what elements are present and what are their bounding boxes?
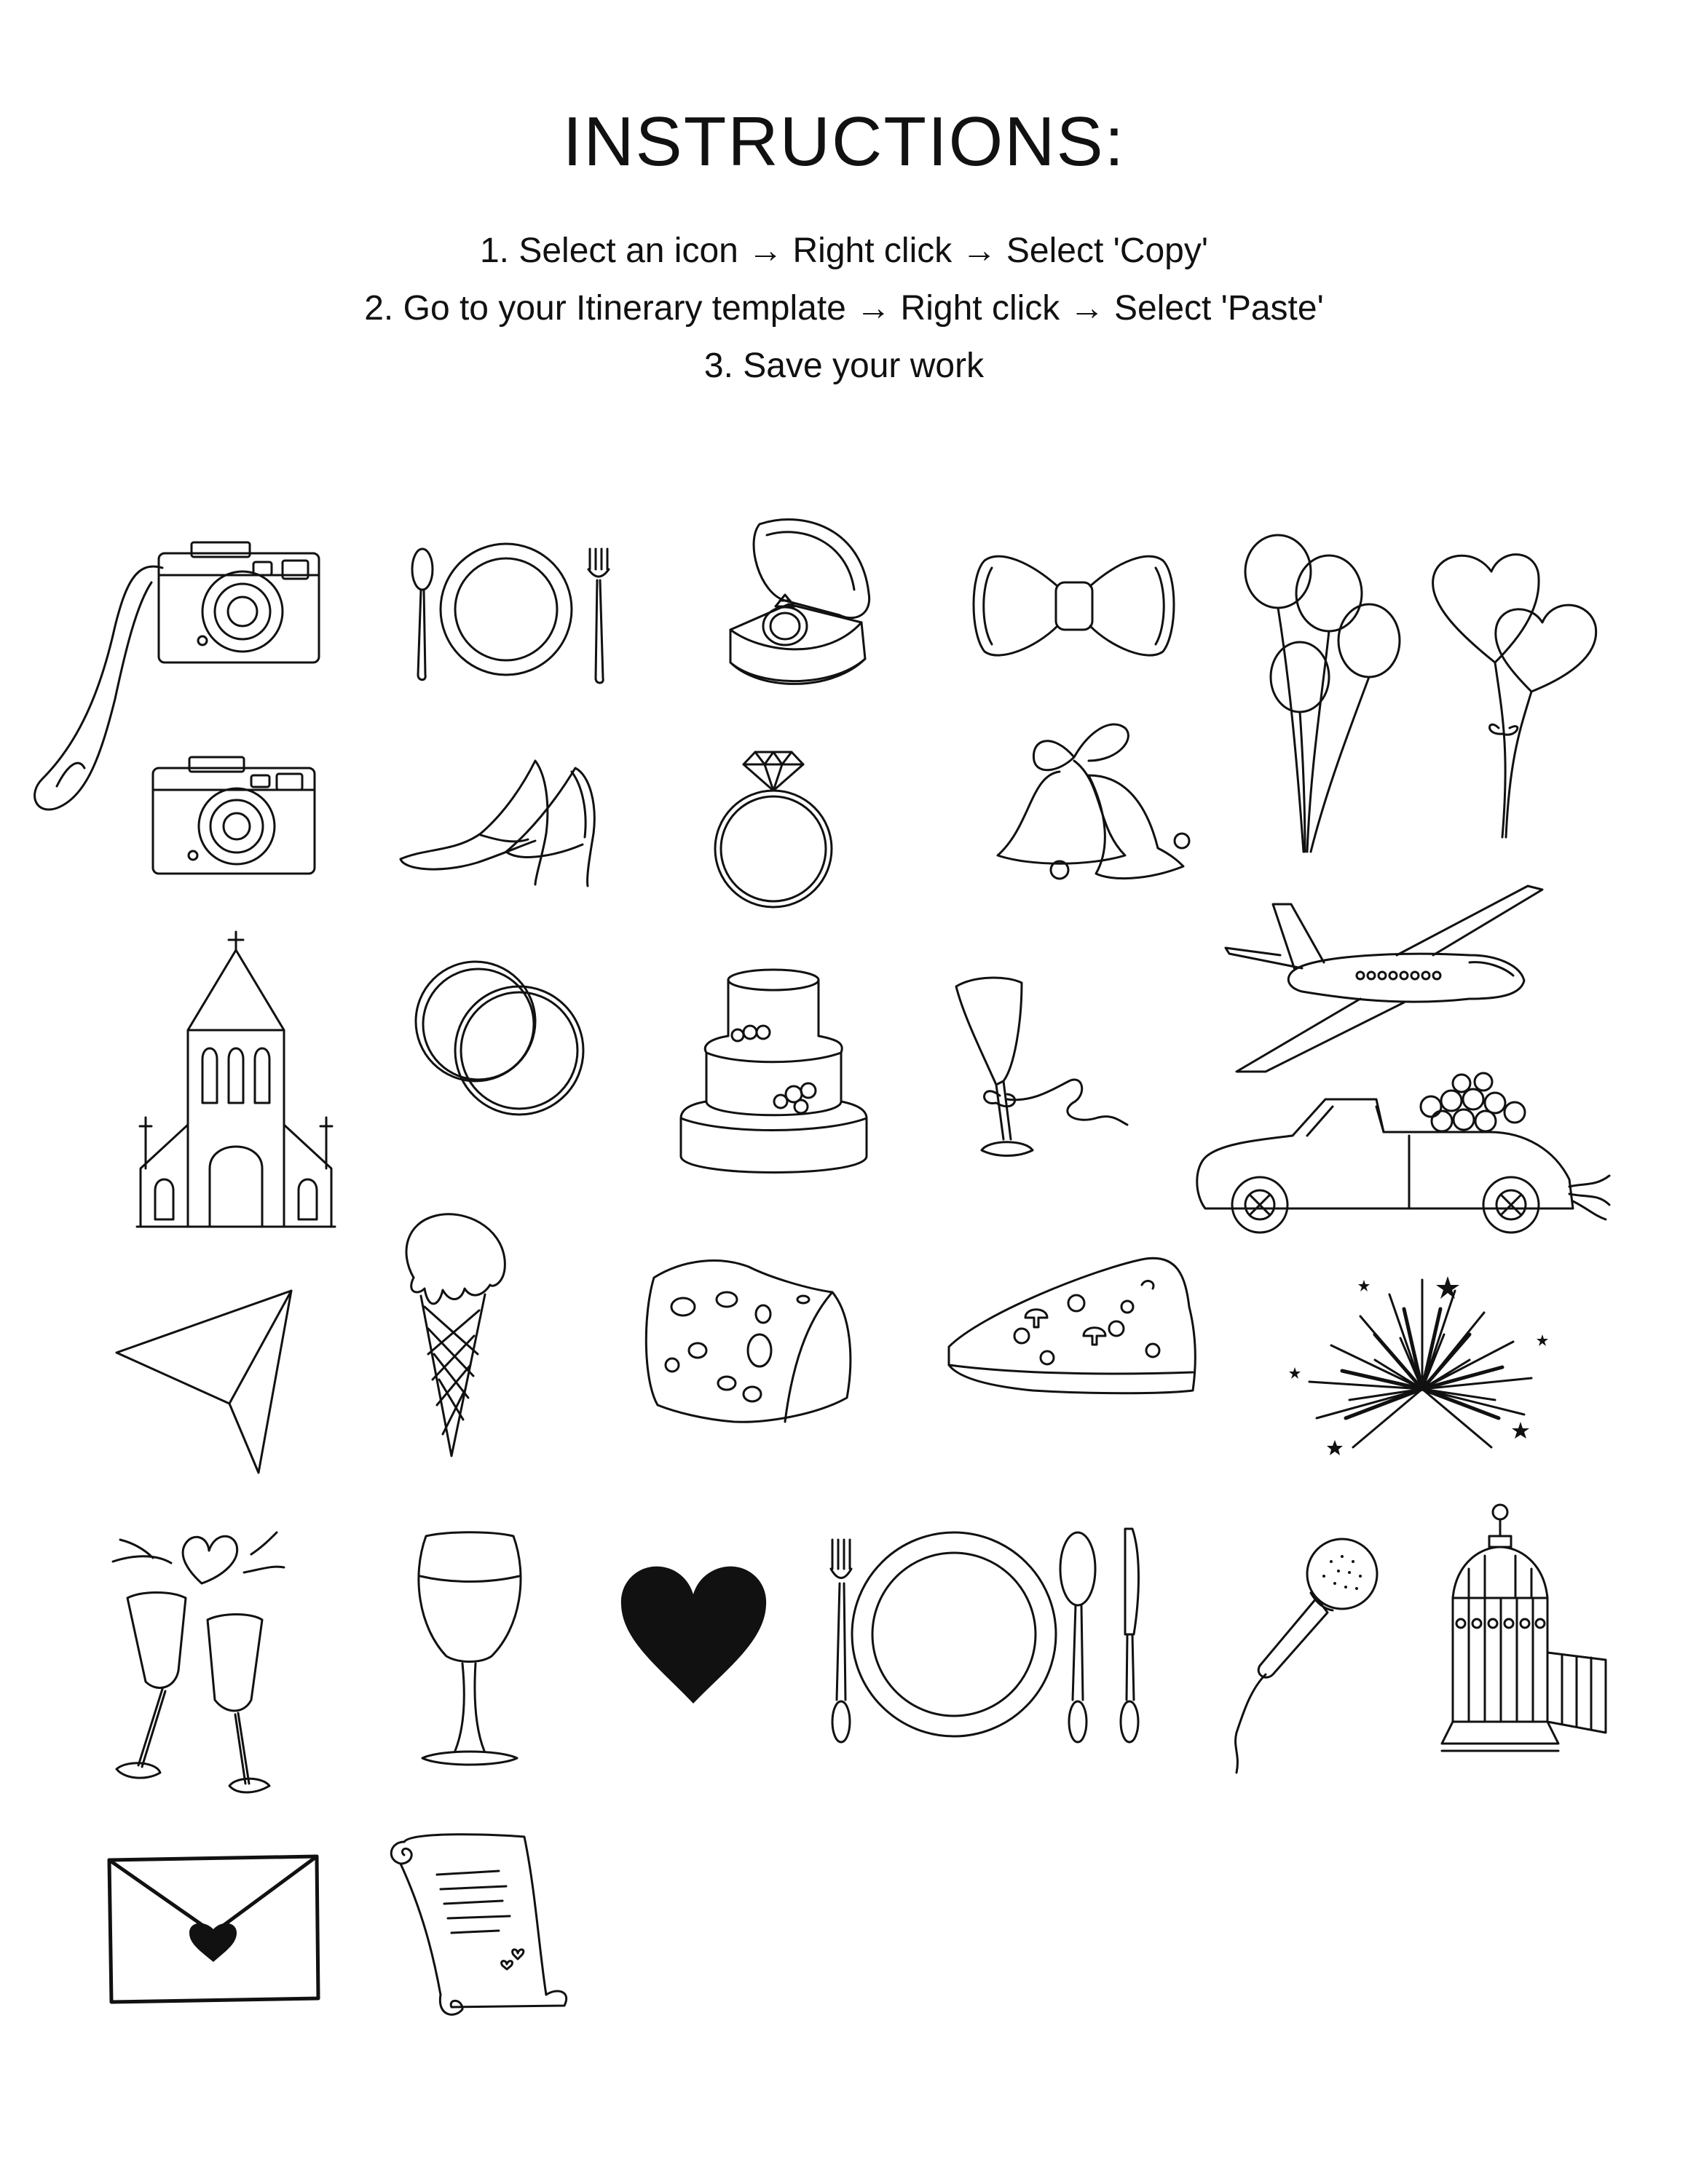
instruction-step-1: 1. Select an icon → Right click → Select 'Copy': [479, 232, 1209, 270]
wedding-cake-icon[interactable]: [677, 967, 870, 1174]
wedding-car-icon[interactable]: [1191, 1077, 1620, 1241]
instruction-step-3: 3. Save your work: [703, 347, 985, 385]
champagne-flute-bow-icon[interactable]: [953, 972, 1131, 1163]
high-heels-icon[interactable]: [397, 753, 603, 888]
wedding-bells-icon[interactable]: [979, 717, 1191, 892]
pizza-slice-icon[interactable]: [945, 1256, 1200, 1398]
birdcage-icon[interactable]: [1438, 1503, 1609, 1754]
place-setting-large-icon[interactable]: [827, 1525, 1154, 1744]
instructions-list: [0, 222, 1688, 395]
heart-balloons-icon[interactable]: [1429, 546, 1601, 848]
fireworks-icon[interactable]: [1280, 1265, 1561, 1478]
heart-icon[interactable]: [619, 1562, 768, 1706]
microphone-icon[interactable]: [1229, 1536, 1382, 1775]
place-setting-small-icon[interactable]: [408, 540, 619, 686]
diamond-ring-icon[interactable]: [710, 748, 837, 909]
wine-glass-icon[interactable]: [411, 1532, 526, 1767]
page-title: INSTRUCTIONS:: [562, 103, 1126, 181]
ice-cream-cone-icon[interactable]: [399, 1208, 508, 1460]
love-letter-icon[interactable]: [106, 1853, 320, 2006]
scroll-icon[interactable]: [382, 1831, 575, 2019]
wedding-rings-icon[interactable]: [411, 957, 590, 1119]
balloons-icon[interactable]: [1238, 531, 1405, 859]
toasting-glasses-icon[interactable]: [106, 1511, 302, 1793]
airplane-icon[interactable]: [1222, 882, 1542, 1077]
instruction-step-2: 2. Go to your Itinerary template → Right click → Select 'Paste': [364, 289, 1324, 328]
ring-box-icon[interactable]: [716, 513, 883, 695]
paper-plane-icon[interactable]: [113, 1287, 295, 1475]
bow-tie-icon[interactable]: [970, 546, 1178, 666]
cheese-icon[interactable]: [639, 1256, 854, 1427]
camera-icon[interactable]: [149, 753, 319, 877]
church-icon[interactable]: [137, 928, 335, 1228]
